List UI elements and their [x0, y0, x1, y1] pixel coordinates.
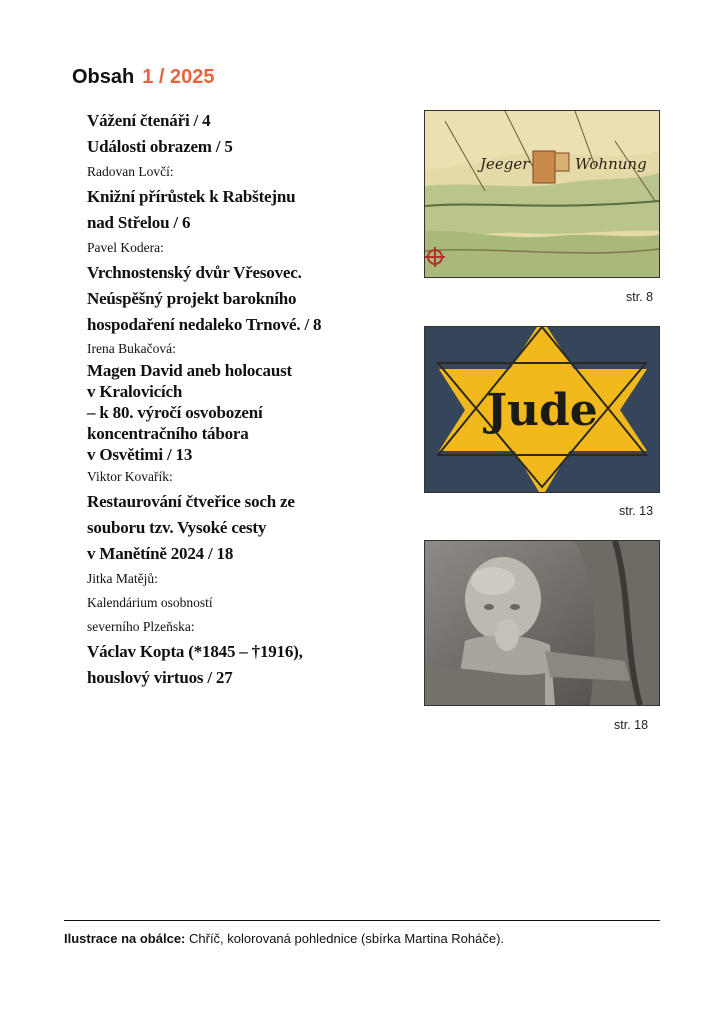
footer-divider [64, 920, 660, 921]
statue-image [424, 540, 660, 706]
toc-entry-title[interactable]: Knižní přírůstek k Rabštejnu [87, 187, 296, 206]
toc-entry-title[interactable]: hospodaření nedaleko Trnové. / 8 [87, 315, 322, 334]
map-label: Wohnung [575, 155, 647, 173]
toc-entry-title[interactable]: v Manětíně 2024 / 18 [87, 544, 234, 563]
toc-author: severního Plzeňska: [87, 619, 195, 634]
toc-author: Viktor Kovařík: [87, 469, 173, 484]
title-label: Obsah [72, 66, 135, 88]
cover-credit-text: Chříč, kolorovaná pohlednice (sbírka Martina Roháče). [185, 931, 505, 946]
issue-number: 1 / 2025 [142, 66, 215, 88]
toc-entry-title[interactable]: Magen David aneb holocaust [87, 361, 292, 380]
toc-author: Irena Bukačová: [87, 341, 176, 356]
image-caption: str. 18 [614, 718, 649, 732]
toc-entry-title[interactable]: Neúspěšný projekt barokního [87, 289, 297, 308]
map-label: Jeeger [480, 155, 530, 173]
toc-entry-title[interactable]: Vážení čtenáři / 4 [87, 111, 211, 130]
toc-entry-title[interactable]: – k 80. výročí osvobození [87, 403, 263, 422]
toc-author: Radovan Lovčí: [87, 164, 174, 179]
star-image [424, 326, 660, 493]
image-caption: str. 13 [619, 504, 654, 518]
toc-entry-title[interactable]: v Kralovicích [87, 382, 183, 401]
toc-author: Jitka Matějů: [87, 571, 158, 586]
image-caption: str. 8 [626, 290, 654, 304]
cover-credit-label: Ilustrace na obálce: [64, 931, 186, 946]
map-image [424, 110, 660, 278]
toc-entry-title[interactable]: nad Střelou / 6 [87, 213, 191, 232]
toc-entry-title[interactable]: houslový virtuos / 27 [87, 668, 233, 687]
toc-entry-title[interactable]: Restaurování čtveřice soch ze [87, 492, 295, 511]
star-label: Jude [486, 385, 598, 436]
toc-author: Kalendárium osobností [87, 595, 213, 610]
toc-entry-title[interactable]: souboru tzv. Vysoké cesty [87, 518, 267, 537]
toc-entry-title[interactable]: koncentračního tábora [87, 424, 249, 443]
table-of-contents [87, 108, 407, 691]
toc-entry-title[interactable]: Vrchnostenský dvůr Vřesovec. [87, 263, 302, 282]
toc-entry-title[interactable]: v Osvětimi / 13 [87, 445, 193, 464]
toc-entry-title[interactable]: Události obrazem / 5 [87, 137, 233, 156]
toc-author: Pavel Kodera: [87, 240, 164, 255]
page-title [72, 66, 215, 89]
toc-entry-title[interactable]: Václav Kopta (*1845 – †1916), [87, 642, 303, 661]
cover-credit [64, 931, 504, 946]
